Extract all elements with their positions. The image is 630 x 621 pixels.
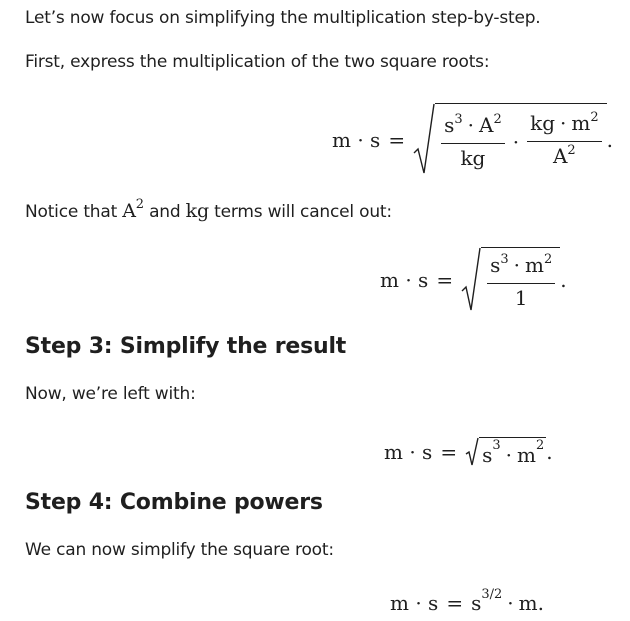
eq3-equals: = [440, 440, 458, 464]
first-text: First, express the multiplication of the two square roots: [25, 52, 490, 72]
eq1-period: . [606, 128, 613, 152]
notice-text: Notice that $A^2$ and kg terms will cancel out: [25, 197, 392, 222]
eq2-equals: = [436, 268, 454, 292]
eq1-fraction-2: $\frac{kg \cdot m^2}{A^2}$ [527, 111, 602, 172]
intro-text: Let’s now focus on simplifying the multiplication step-by-step. [25, 8, 541, 28]
equation-2 [380, 245, 567, 315]
eq2-sqrt [461, 247, 560, 313]
eq1-sqrt [413, 103, 607, 177]
eq4-m: m [518, 591, 538, 615]
eq2-lhs: m · s [380, 268, 429, 292]
step4-heading: Step 4: Combine powers [25, 490, 323, 515]
equation-4 [390, 588, 544, 618]
eq2-fraction: $\frac{s^3 \cdot m^2}{1}$ [487, 253, 555, 310]
eq1-mult-dot: · [512, 129, 520, 154]
eq4-lhs: m · s [390, 591, 439, 615]
eq1-fraction-1: $\frac{s^3 \cdot A^2}{kg}$ [441, 113, 505, 170]
eq4-equals: = [446, 591, 464, 615]
eq3-period: . [546, 440, 553, 464]
eq4-period: . [537, 591, 544, 615]
eq4-dot: · [507, 591, 514, 615]
step3-heading: Step 3: Simplify the result [25, 334, 347, 359]
eq3-lhs: m · s [384, 440, 433, 464]
equation-1 [332, 100, 613, 180]
eq3-sqrt: s $^3$ · m $^2$ [465, 437, 546, 467]
eq1-equals: = [388, 128, 406, 152]
radical-sign-icon [465, 437, 479, 467]
equation-3 [384, 434, 553, 470]
eq2-period: . [560, 268, 567, 292]
eq4-exponent: 3/2 [481, 586, 503, 602]
eq1-lhs: m · s [332, 128, 381, 152]
step4-text: We can now simplify the square root: [25, 540, 334, 560]
step3-text: Now, we’re left with: [25, 384, 196, 404]
radical-sign-icon [413, 103, 435, 177]
radical-sign-icon [461, 247, 481, 313]
eq4-s: s [471, 591, 482, 615]
